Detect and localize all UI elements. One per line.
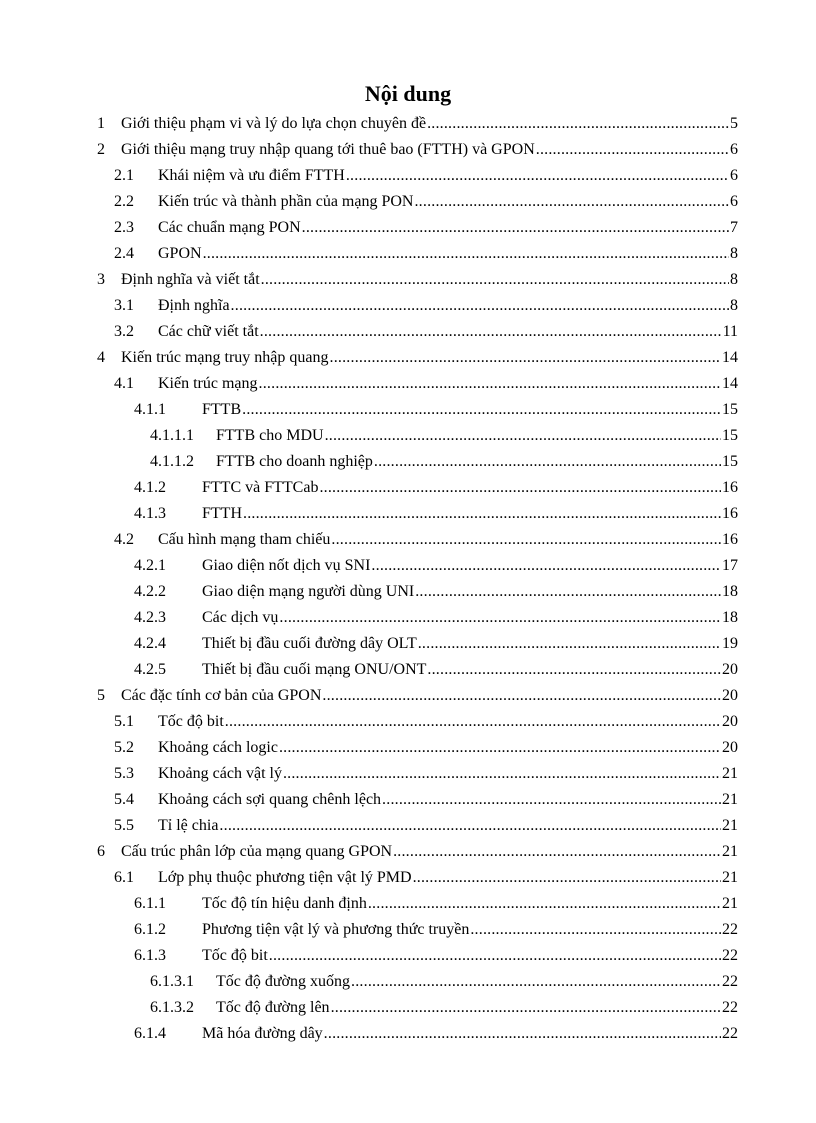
toc-entry-number: 4.2.3 xyxy=(134,609,166,626)
toc-entry[interactable] xyxy=(97,139,738,165)
toc-entry-page: 6 xyxy=(730,193,738,210)
toc-entry-page: 19 xyxy=(722,635,738,652)
toc-entry[interactable] xyxy=(97,295,738,321)
toc-entry-number: 5.1 xyxy=(114,713,134,730)
toc-entry-number: 4.1 xyxy=(114,375,134,392)
toc-entry[interactable] xyxy=(97,503,738,529)
toc-entry[interactable] xyxy=(97,477,738,503)
toc-entry-number: 4 xyxy=(97,349,105,366)
toc-entry[interactable] xyxy=(97,633,738,659)
toc-entry-number: 2.4 xyxy=(114,245,134,262)
toc-entry-title: Tốc độ đường xuống xyxy=(216,973,351,990)
toc-entry-title: GPON xyxy=(158,245,202,262)
toc-entry-title: Kiến trúc mạng xyxy=(158,375,258,392)
toc-entry-number: 5.4 xyxy=(114,791,134,808)
toc-entry-title: Giao diện nốt dịch vụ SNI xyxy=(202,557,371,574)
toc-entry[interactable] xyxy=(97,321,738,347)
toc-entry-page: 16 xyxy=(722,479,738,496)
toc-entry[interactable] xyxy=(97,893,738,919)
toc-dot-leader xyxy=(330,347,722,369)
toc-dot-leader xyxy=(427,113,729,135)
toc-entry[interactable] xyxy=(97,763,738,789)
toc-entry-number: 2.3 xyxy=(114,219,134,236)
toc-entry-page: 15 xyxy=(722,401,738,418)
toc-entry-title: Thiết bị đầu cuối đường dây OLT xyxy=(202,635,417,652)
toc-entry-number: 3.2 xyxy=(114,323,134,340)
toc-dot-leader xyxy=(418,633,721,655)
toc-entry-title: Thiết bị đầu cuối mạng ONU/ONT xyxy=(202,661,427,678)
toc-dot-leader xyxy=(302,217,729,239)
toc-entry-title: Giới thiệu mạng truy nhập quang tới thuê bao (FTTH) và GPON xyxy=(121,141,535,158)
toc-entry-page: 16 xyxy=(722,505,738,522)
toc-entry-title: FTTB cho doanh nghiệp xyxy=(216,453,373,470)
toc-entry-title: Cấu hình mạng tham chiếu xyxy=(158,531,331,548)
toc-dot-leader xyxy=(374,451,721,473)
toc-entry-number: 6.1.3 xyxy=(134,947,166,964)
toc-entry-title: Tốc độ đường lên xyxy=(216,999,330,1016)
toc-entry-title: Phương tiện vật lý và phương thức truyền xyxy=(202,921,470,938)
toc-entry-number: 3 xyxy=(97,271,105,288)
toc-entry-title: Giao diện mạng người dùng UNI xyxy=(202,583,415,600)
toc-entry-page: 8 xyxy=(730,297,738,314)
toc-entry-page: 21 xyxy=(722,791,738,808)
toc-entry-number: 2.2 xyxy=(114,193,134,210)
toc-entry-page: 22 xyxy=(722,947,738,964)
toc-entry-page: 6 xyxy=(730,141,738,158)
toc-entry[interactable] xyxy=(97,711,738,737)
toc-entry-page: 5 xyxy=(730,115,738,132)
toc-entry-number: 4.1.3 xyxy=(134,505,166,522)
toc-entry[interactable] xyxy=(97,971,738,997)
toc-entry-title: Khoảng cách sợi quang chênh lệch xyxy=(158,791,382,808)
toc-entry-title: Tốc độ tín hiệu danh định xyxy=(202,895,367,912)
toc-entry-title: Định nghĩa và viết tắt xyxy=(121,271,260,288)
toc-entry-title: Kiến trúc và thành phần của mạng PON xyxy=(158,193,414,210)
toc-entry-number: 4.2.2 xyxy=(134,583,166,600)
toc-entry-number: 4.2.1 xyxy=(134,557,166,574)
toc-dot-leader xyxy=(351,971,721,993)
toc-entry-number: 5.2 xyxy=(114,739,134,756)
toc-dot-leader xyxy=(243,503,721,525)
toc-entry[interactable] xyxy=(97,425,738,451)
toc-entry-title: Tốc độ bit xyxy=(158,713,224,730)
toc-entry[interactable] xyxy=(97,659,738,685)
toc-entry-title: Định nghĩa xyxy=(158,297,230,314)
toc-entry-page: 22 xyxy=(722,1025,738,1042)
toc-entry-title: Các chữ viết tắt xyxy=(158,323,259,340)
toc-entry-page: 8 xyxy=(730,245,738,262)
toc-entry-title: Tốc độ bit xyxy=(202,947,268,964)
toc-dot-leader xyxy=(368,893,721,915)
toc-dot-leader xyxy=(331,529,721,551)
toc-dot-leader xyxy=(319,477,721,499)
toc-dot-leader xyxy=(536,139,729,161)
toc-entry-title: Lớp phụ thuộc phương tiện vật lý PMD xyxy=(158,869,412,886)
toc-entry[interactable] xyxy=(97,243,738,269)
toc-entry-title: FTTB cho MDU xyxy=(216,427,324,444)
toc-entry-number: 6.1.1 xyxy=(134,895,166,912)
toc-dot-leader xyxy=(414,191,729,213)
toc-dot-leader xyxy=(371,555,721,577)
toc-dot-leader xyxy=(260,321,722,343)
toc-entry-page: 22 xyxy=(722,999,738,1016)
toc-entry[interactable] xyxy=(97,997,738,1023)
toc-entry-page: 21 xyxy=(722,843,738,860)
toc-entry[interactable] xyxy=(97,607,738,633)
toc-entry-page: 14 xyxy=(722,349,738,366)
toc-entry-page: 18 xyxy=(722,609,738,626)
toc-entry-page: 21 xyxy=(722,765,738,782)
toc-entry-page: 8 xyxy=(730,271,738,288)
toc-entry[interactable] xyxy=(97,217,738,243)
toc-entry[interactable] xyxy=(97,269,738,295)
toc-entry-page: 15 xyxy=(722,427,738,444)
toc-entry-page: 20 xyxy=(722,687,738,704)
toc-dot-leader xyxy=(279,737,721,759)
toc-entry-number: 4.2.4 xyxy=(134,635,166,652)
toc-dot-leader xyxy=(470,919,721,941)
toc-dot-leader xyxy=(346,165,729,187)
toc-entry-title: FTTH xyxy=(202,505,242,522)
toc-entry[interactable] xyxy=(97,945,738,971)
toc-dot-leader xyxy=(219,815,721,837)
toc-entry[interactable] xyxy=(97,555,738,581)
toc-entry-number: 5 xyxy=(97,687,105,704)
toc-entry-number: 6 xyxy=(97,843,105,860)
toc-entry[interactable] xyxy=(97,373,738,399)
table-of-contents xyxy=(97,113,738,1049)
toc-dot-leader xyxy=(203,243,729,265)
toc-dot-leader xyxy=(322,685,721,707)
toc-dot-leader xyxy=(324,1023,721,1045)
toc-dot-leader xyxy=(382,789,721,811)
toc-entry[interactable] xyxy=(97,581,738,607)
toc-dot-leader xyxy=(231,295,729,317)
toc-entry-title: Tỉ lệ chia xyxy=(158,817,219,834)
toc-entry-number: 4.2.5 xyxy=(134,661,166,678)
toc-entry-number: 5.5 xyxy=(114,817,134,834)
toc-entry-number: 4.1.1.2 xyxy=(150,453,194,470)
toc-entry-title: Các đặc tính cơ bản của GPON xyxy=(121,687,322,704)
toc-dot-leader xyxy=(393,841,721,863)
toc-entry-number: 2.1 xyxy=(114,167,134,184)
toc-entry-number: 2 xyxy=(97,141,105,158)
toc-entry[interactable] xyxy=(97,685,738,711)
toc-dot-leader xyxy=(269,945,721,967)
toc-entry-number: 4.1.1 xyxy=(134,401,166,418)
toc-dot-leader xyxy=(413,867,721,889)
toc-entry-page: 17 xyxy=(722,557,738,574)
toc-entry-number: 3.1 xyxy=(114,297,134,314)
toc-entry[interactable] xyxy=(97,399,738,425)
toc-entry-page: 14 xyxy=(722,375,738,392)
toc-entry-title: Các chuẩn mạng PON xyxy=(158,219,301,236)
toc-entry-number: 5.3 xyxy=(114,765,134,782)
toc-dot-leader xyxy=(279,607,721,629)
toc-entry-page: 18 xyxy=(722,583,738,600)
toc-dot-leader xyxy=(415,581,721,603)
toc-entry-page: 20 xyxy=(722,739,738,756)
toc-entry-title: Kiến trúc mạng truy nhập quang xyxy=(121,349,329,366)
toc-entry[interactable] xyxy=(97,113,738,139)
toc-dot-leader xyxy=(283,763,721,785)
toc-dot-leader xyxy=(427,659,721,681)
toc-entry-title: FTTC và FTTCab xyxy=(202,479,319,496)
page-title: Nội dung xyxy=(364,81,452,106)
toc-entry[interactable] xyxy=(97,789,738,815)
toc-entry-title: Mã hóa đường dây xyxy=(202,1025,323,1042)
toc-dot-leader xyxy=(259,373,721,395)
toc-entry[interactable] xyxy=(97,529,738,555)
toc-entry-title: Các dịch vụ xyxy=(202,609,279,626)
toc-entry-page: 11 xyxy=(722,323,738,340)
toc-entry-page: 21 xyxy=(722,817,738,834)
toc-entry-page: 20 xyxy=(722,661,738,678)
toc-entry-title: Giới thiệu phạm vi và lý do lựa chọn chuyên đề xyxy=(121,115,427,132)
toc-entry-number: 1 xyxy=(97,115,105,132)
toc-entry-page: 22 xyxy=(722,921,738,938)
toc-entry-page: 20 xyxy=(722,713,738,730)
toc-entry-title: Khoảng cách vật lý xyxy=(158,765,282,782)
toc-entry-page: 6 xyxy=(730,167,738,184)
toc-entry-number: 4.1.1.1 xyxy=(150,427,194,444)
toc-entry-number: 6.1.3.2 xyxy=(150,999,194,1016)
toc-entry[interactable] xyxy=(97,815,738,841)
toc-entry-page: 21 xyxy=(722,869,738,886)
toc-entry-page: 7 xyxy=(730,219,738,236)
toc-entry-number: 6.1.3.1 xyxy=(150,973,194,990)
toc-dot-leader xyxy=(261,269,729,291)
toc-entry[interactable] xyxy=(97,867,738,893)
toc-entry[interactable] xyxy=(97,191,738,217)
toc-entry-page: 22 xyxy=(722,973,738,990)
toc-dot-leader xyxy=(225,711,721,733)
toc-entry-page: 16 xyxy=(722,531,738,548)
toc-entry-title: FTTB xyxy=(202,401,242,418)
toc-entry[interactable] xyxy=(97,841,738,867)
toc-dot-leader xyxy=(325,425,721,447)
toc-entry-number: 4.1.2 xyxy=(134,479,166,496)
toc-dot-leader xyxy=(331,997,721,1019)
toc-entry[interactable] xyxy=(97,347,738,373)
toc-entry[interactable] xyxy=(97,737,738,763)
toc-entry[interactable] xyxy=(97,1023,738,1049)
toc-entry[interactable] xyxy=(97,919,738,945)
toc-dot-leader xyxy=(242,399,721,421)
toc-entry-number: 6.1.2 xyxy=(134,921,166,938)
toc-entry-number: 4.2 xyxy=(114,531,134,548)
toc-entry-title: Cấu trúc phân lớp của mạng quang GPON xyxy=(121,843,393,860)
toc-entry-title: Khái niệm và ưu điểm FTTH xyxy=(158,167,345,184)
toc-entry-page: 21 xyxy=(722,895,738,912)
toc-entry-number: 6.1.4 xyxy=(134,1025,166,1042)
toc-entry-page: 15 xyxy=(722,453,738,470)
toc-entry[interactable] xyxy=(97,165,738,191)
toc-entry[interactable] xyxy=(97,451,738,477)
toc-entry-number: 6.1 xyxy=(114,869,134,886)
toc-entry-title: Khoảng cách logic xyxy=(158,739,278,756)
